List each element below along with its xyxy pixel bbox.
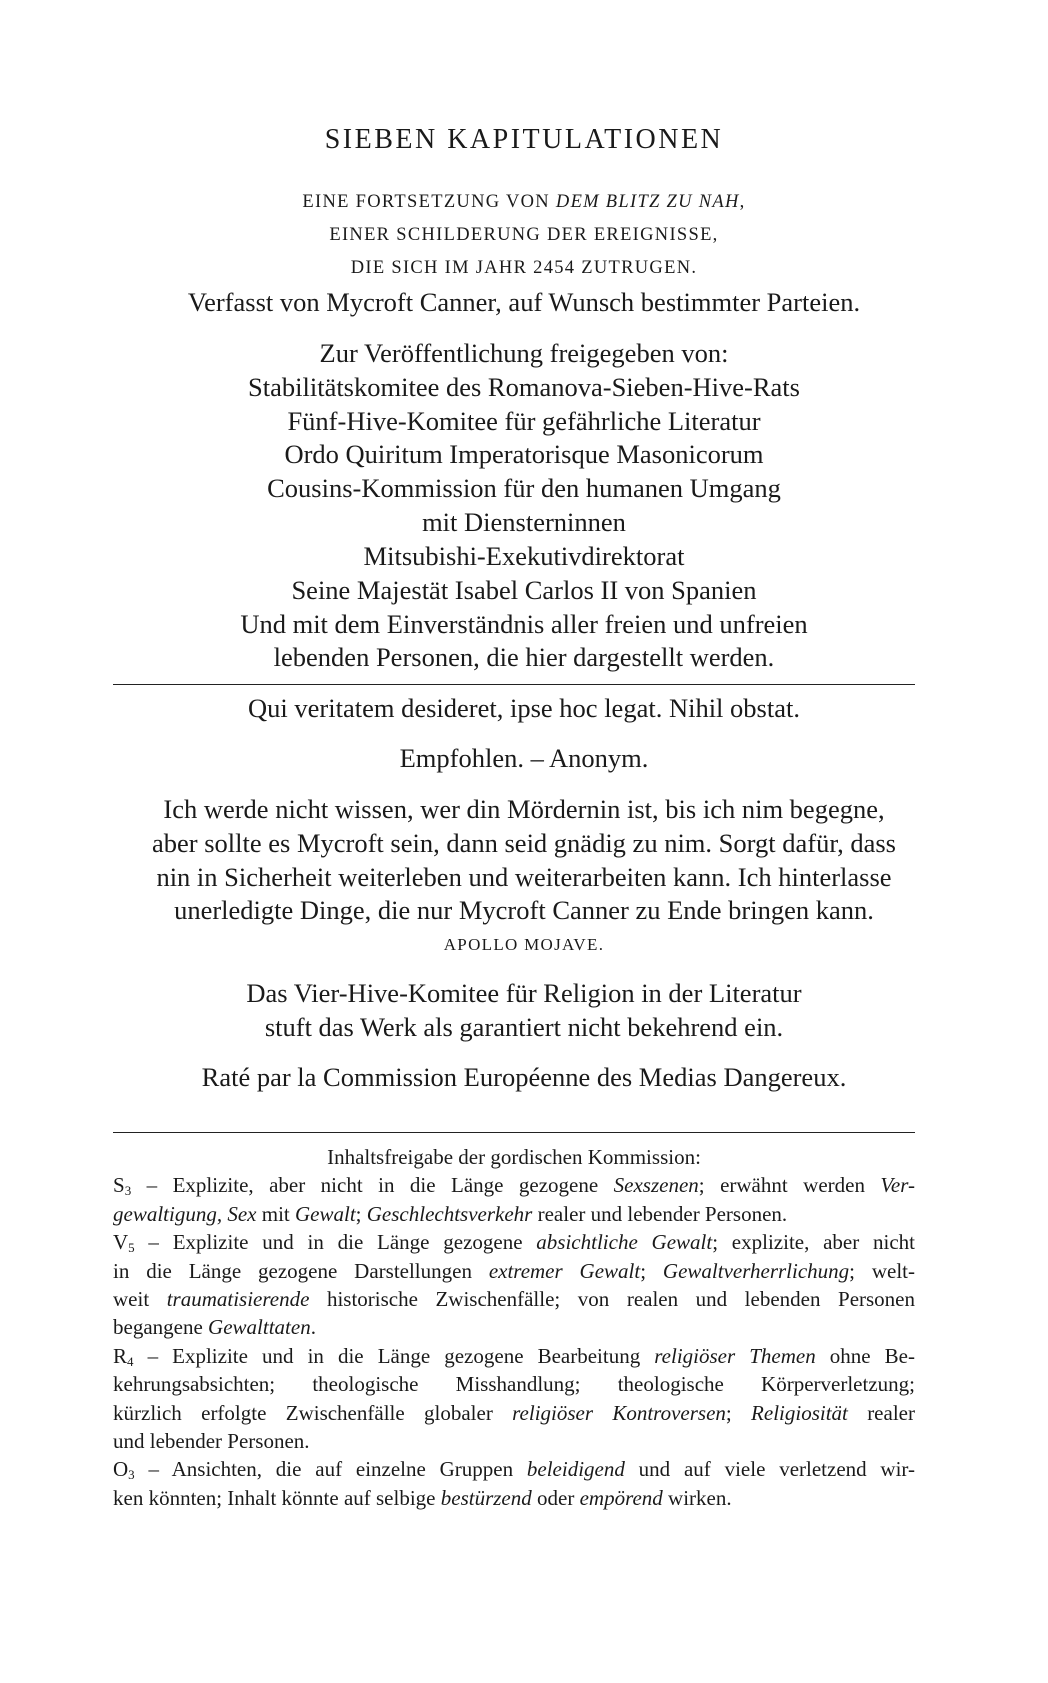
italic-text: traumatisierende xyxy=(166,1287,310,1311)
italic-text: Ver- xyxy=(880,1173,915,1198)
apollo-signature: APOLLO MOJAVE. xyxy=(443,935,605,954)
approval-line: Zur Veröffentlichung freigegeben von: xyxy=(319,338,729,368)
italic-text: Gewalt xyxy=(295,1201,356,1226)
text-run: ; explizite, aber nicht xyxy=(712,1230,915,1255)
rating-level: 5 xyxy=(128,1240,135,1256)
approval-line: Seine Majestät Isabel Carlos II von Spanien xyxy=(291,575,757,605)
apollo-quote-line: unerledigte Dinge, die nur Mycroft Canner zu Ende bringen kann. xyxy=(174,895,874,925)
text-run: weit xyxy=(113,1287,167,1311)
footnote-line xyxy=(113,1399,915,1427)
apollo-quote-line: Ich werde nicht wissen, wer din Mördernin ist, bis ich nim begegne, xyxy=(163,794,885,824)
text-run: in die Länge gezogene Darstellungen xyxy=(113,1258,489,1283)
latin-line: Qui veritatem desideret, ipse hoc legat. Nihil obstat. xyxy=(248,693,800,723)
footnote-line xyxy=(113,1171,915,1199)
italic-text: absichtliche Gewalt xyxy=(536,1230,713,1255)
text-run: S xyxy=(113,1173,125,1198)
text-run: kürzlich erfolgte Zwischenfälle globaler xyxy=(113,1400,513,1425)
text-run: EINER SCHILDERUNG DER EREIGNISSE, xyxy=(329,225,719,245)
apollo-quote-line: aber sollte es Mycroft sein, dann seid gnädig zu nim. Sorgt dafür, dass xyxy=(152,828,896,858)
italic-text: religiöser Kontroversen xyxy=(512,1400,726,1425)
footnote-line xyxy=(113,1285,915,1313)
approval-line: Ordo Quiritum Imperatorisque Masonicorum xyxy=(284,439,764,469)
subtitle-line xyxy=(0,253,1048,283)
text-run: – Explizite und in die Länge gezogene Bearbeitung xyxy=(133,1343,655,1368)
text-run: ; welt- xyxy=(849,1258,916,1283)
footnote-line xyxy=(113,1484,915,1512)
text-run: kehrungsabsichten; theologische Misshandlung; theologische Körperverletzung; xyxy=(113,1372,915,1397)
text-run: DIE SICH IM JAHR 2454 ZUTRUGEN. xyxy=(350,258,698,278)
text-run: und lebender Personen. xyxy=(113,1429,310,1453)
text-run: ; xyxy=(640,1258,663,1283)
italic-text: religiöser Themen xyxy=(654,1343,816,1368)
approval-line: Stabilitätskomitee des Romanova-Sieben-Hive-Rats xyxy=(248,372,800,402)
text-run: . xyxy=(310,1315,316,1340)
footnote-line xyxy=(113,1313,915,1341)
page-title: SIEBEN KAPITULATIONEN xyxy=(324,124,724,155)
approval-line: Fünf-Hive-Komitee für gefährliche Literatur xyxy=(287,406,761,436)
text-run: wirken. xyxy=(662,1485,732,1510)
author-line: Verfasst von Mycroft Canner, auf Wunsch bestimmter Parteien. xyxy=(187,287,861,317)
divider xyxy=(113,684,915,685)
footnote-line xyxy=(113,1370,915,1398)
text-run: , xyxy=(739,192,746,212)
rating-level: 3 xyxy=(128,1467,135,1483)
text-run: ; xyxy=(725,1400,752,1425)
footnote-line xyxy=(113,1455,915,1483)
italic-text: Religiosität xyxy=(751,1400,848,1425)
text-run: oder xyxy=(531,1485,580,1510)
apollo-quote-line: nin in Sicherheit weiterleben und weiterarbeiten kann. Ich hinterlasse xyxy=(156,862,892,892)
subtitle-line xyxy=(0,187,1048,217)
italic-text: Geschlechtsverkehr xyxy=(366,1201,533,1226)
text-run: O xyxy=(113,1457,129,1482)
text-run: realer xyxy=(847,1400,915,1425)
footnote-line xyxy=(113,1228,915,1256)
footnote-divider xyxy=(113,1132,915,1133)
footnote-line xyxy=(113,1200,915,1228)
text-run: ohne Be- xyxy=(815,1343,915,1368)
text-run: – Explizite und in die Länge gezogene xyxy=(134,1230,537,1255)
text-run: realer und lebender Personen. xyxy=(532,1201,788,1226)
religion-line: Das Vier-Hive-Komitee für Religion in der Literatur xyxy=(246,978,802,1008)
footnote-line xyxy=(113,1257,915,1285)
italic-text: Gewalttaten xyxy=(208,1315,311,1340)
rating-level: 4 xyxy=(127,1353,134,1369)
religion-line: stuft das Werk als garantiert nicht bekehrend ein. xyxy=(264,1012,784,1042)
italic-text: bestürzend xyxy=(440,1485,532,1510)
text-run: – Explizite, aber nicht in die Länge gezogene xyxy=(131,1173,614,1198)
text-run: – Ansichten, die auf einzelne Gruppen xyxy=(134,1457,527,1482)
italic-text: Gewaltverherrlichung xyxy=(662,1258,850,1283)
text-run: mit xyxy=(256,1201,295,1226)
approval-line: lebenden Personen, die hier dargestellt werden. xyxy=(273,642,775,672)
text-run: Inhaltsfreigabe der gordischen Kommission: xyxy=(327,1145,701,1169)
text-run: EINE FORTSETZUNG VON xyxy=(302,192,556,212)
footnote-line xyxy=(113,1342,915,1370)
text-run: ; erwähnt werden xyxy=(698,1173,881,1198)
italic-text: beleidigend xyxy=(526,1457,625,1482)
italic-text: extremer Gewalt xyxy=(488,1258,641,1283)
text-run: ; xyxy=(355,1201,367,1226)
recommended-line: Empfohlen. – Anonym. xyxy=(399,743,649,773)
approval-line: Und mit dem Einverständnis aller freien und unfreien xyxy=(240,609,808,639)
rating-line: Raté par la Commission Européenne des Medias Dangereux. xyxy=(201,1062,847,1092)
italic-text: empörend xyxy=(579,1485,663,1510)
approval-line: mit Diensterninnen xyxy=(422,507,626,537)
rating-level: 3 xyxy=(124,1183,132,1199)
subtitle-line xyxy=(0,220,1048,250)
text-run: R xyxy=(113,1343,128,1368)
italic-text: DEM BLITZ ZU NAH xyxy=(555,192,740,212)
text-run: V xyxy=(113,1230,129,1255)
text-run: begangene xyxy=(113,1315,209,1340)
approval-line: Cousins-Kommission für den humanen Umgang xyxy=(267,473,781,503)
text-run: ken könnten; Inhalt könnte auf selbige xyxy=(113,1485,441,1510)
footnote-line xyxy=(113,1427,915,1455)
text-run: historische Zwischenfälle; von realen und lebenden Personen xyxy=(309,1287,916,1311)
approval-line: Mitsubishi-Exekutivdirektorat xyxy=(363,541,685,571)
footnote-heading xyxy=(113,1143,915,1171)
italic-text: Sexszenen xyxy=(613,1173,699,1198)
text-run: und auf viele verletzend wir- xyxy=(624,1457,916,1482)
italic-text: gewaltigung, Sex xyxy=(113,1201,257,1226)
